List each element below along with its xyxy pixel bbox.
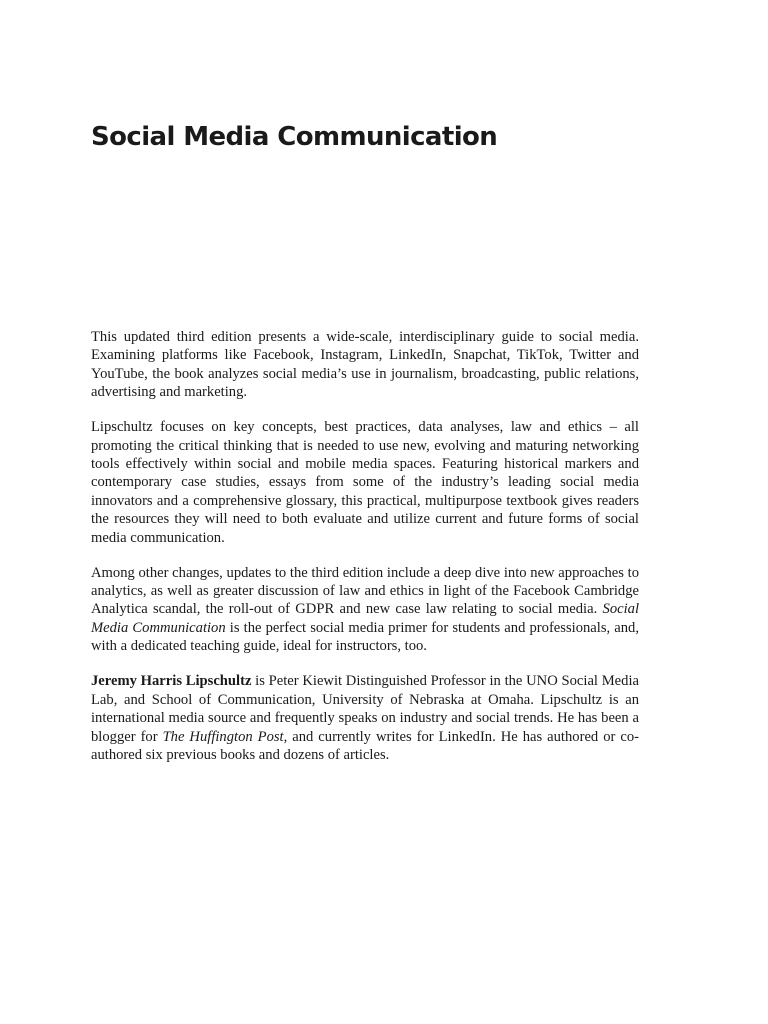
book-title: Social Media Communication: [91, 122, 498, 152]
book-description: [91, 328, 639, 764]
paragraph-3-text-start: Among other changes, updates to the third edition include a deep dive into new approaches to analytics, as well as greater discussion of law and ethics in light of the Facebook Cambridge Analytica scandal, the roll-out of GDPR and new case law relating to social media.: [91, 564, 639, 618]
author-bio-paragraph: [91, 672, 639, 764]
description-paragraph-3: [91, 564, 639, 656]
author-bio-text-end: , and currently writes for LinkedIn. He has authored or co-authored six previous books and dozens of articles.: [91, 728, 639, 763]
description-paragraph-2: Lipschultz focuses on key concepts, best practices, data analyses, law and ethics – all promoting the critical thinking that is needed to use new, evolving and maturing networking tools effectively within social and mobile media spaces. Featuring historical markers and contemporary case studies, essays from some of the industry’s leading social media innovators and a comprehensive glossary, this practical, multipurpose textbook gives readers the resources they will need to both evaluate and utilize current and future forms of social media communication.: [91, 419, 639, 546]
description-paragraph-1: This updated third edition presents a wide-scale, interdisciplinary guide to social media. Examining platforms like Facebook, Instagram, LinkedIn, Snapchat, TikTok, Twitter and YouTube, the book analyzes social media’s use in journalism, broadcasting, public relations, advertising and marketing.: [91, 329, 639, 401]
publication-name: The Huffington Post: [162, 728, 284, 745]
author-name: Jeremy Harris Lipschultz: [91, 673, 252, 690]
book-title-italic: Social Media Communication: [91, 601, 639, 636]
book-back-cover-page: [91, 0, 639, 1024]
author-bio-text-start: is Peter Kiewit Distinguished Professor in the UNO Social Media Lab, and School of Communication, University of Nebraska at Omaha. Lipschultz is an international media source and frequently speaks on industry and social trends. He has been a blogger for: [91, 673, 639, 745]
paragraph-3-text-end: is the perfect social media primer for students and professionals, and, with a dedicated teaching guide, ideal for instructors, too.: [91, 619, 639, 655]
